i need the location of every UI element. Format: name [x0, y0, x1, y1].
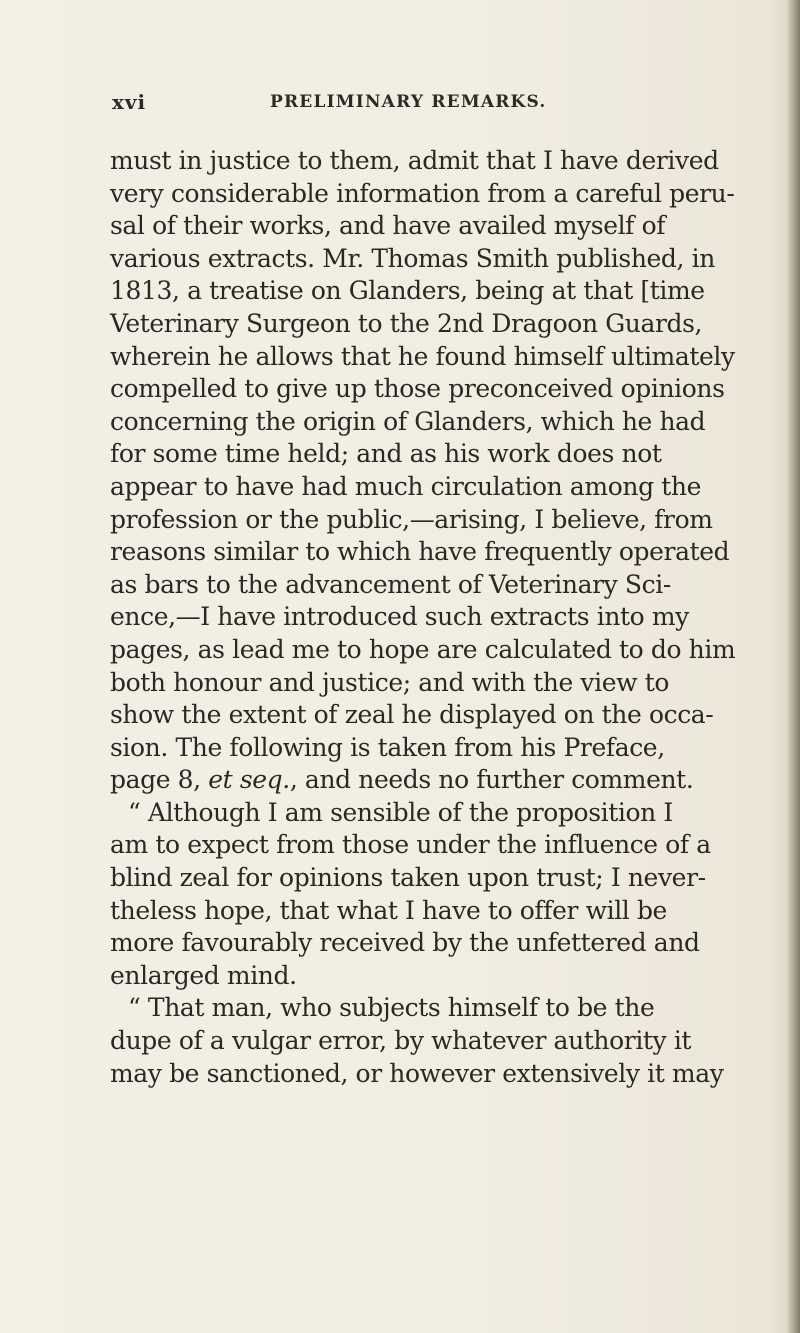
text-line: very considerable information from a careful peru-	[110, 178, 735, 208]
text-line: concerning the origin of Glanders, which he had	[110, 406, 706, 436]
text-line: pages, as lead me to hope are calculated to do him	[110, 634, 736, 664]
text-line: more favourably received by the unfettered and	[110, 928, 700, 958]
text-line: as bars to the advancement of Veterinary Sci-	[110, 569, 671, 599]
latin-phrase: et seq.	[208, 765, 290, 795]
text-line: appear to have had much circulation among the	[110, 471, 701, 501]
page-header	[112, 90, 752, 118]
text-line: both honour and justice; and with the view to	[110, 667, 669, 697]
text-line: may be sanctioned, or however extensively it may	[110, 1058, 724, 1088]
text-line: for some time held; and as his work does not	[110, 439, 662, 469]
text-line: blind zeal for opinions taken upon trust; I never-	[110, 863, 706, 893]
text-line: “ Although I am sensible of the proposition I	[128, 797, 673, 827]
page-number: xvi	[112, 90, 147, 114]
text-line: am to expect from those under the influence of a	[110, 830, 711, 860]
body-text	[110, 145, 742, 1090]
running-head: PRELIMINARY REMARKS.	[270, 92, 547, 112]
text-line: enlarged mind.	[110, 960, 297, 990]
text-line: “ That man, who subjects himself to be the	[128, 993, 655, 1023]
text-line: reasons similar to which have frequently operated	[110, 537, 730, 567]
text-line: theless hope, that what I have to offer will be	[110, 895, 667, 925]
text-line: various extracts. Mr. Thomas Smith published, in	[110, 243, 715, 273]
page-edge-shadow	[786, 0, 800, 1333]
text-line: show the extent of zeal he displayed on the occa-	[110, 700, 714, 730]
text-line: must in justice to them, admit that I have derived	[110, 146, 719, 175]
text-line: profession or the public,—arising, I believe, from	[110, 504, 713, 534]
text-line: 1813, a treatise on Glanders, being at that [time	[110, 276, 705, 306]
text-line: sion. The following is taken from his Preface,	[110, 732, 665, 762]
text-line: compelled to give up those preconceived opinions	[110, 374, 725, 404]
text-line: page 8, et seq., and needs no further comment.	[110, 765, 694, 795]
text-line: ence,—I have introduced such extracts into my	[110, 602, 689, 632]
text-line: Veterinary Surgeon to the 2nd Dragoon Guards,	[110, 308, 703, 338]
text-line: dupe of a vulgar error, by whatever authority it	[110, 1026, 692, 1056]
text-line: wherein he allows that he found himself ultimately	[110, 341, 735, 371]
text-line: sal of their works, and have availed myself of	[110, 211, 666, 241]
